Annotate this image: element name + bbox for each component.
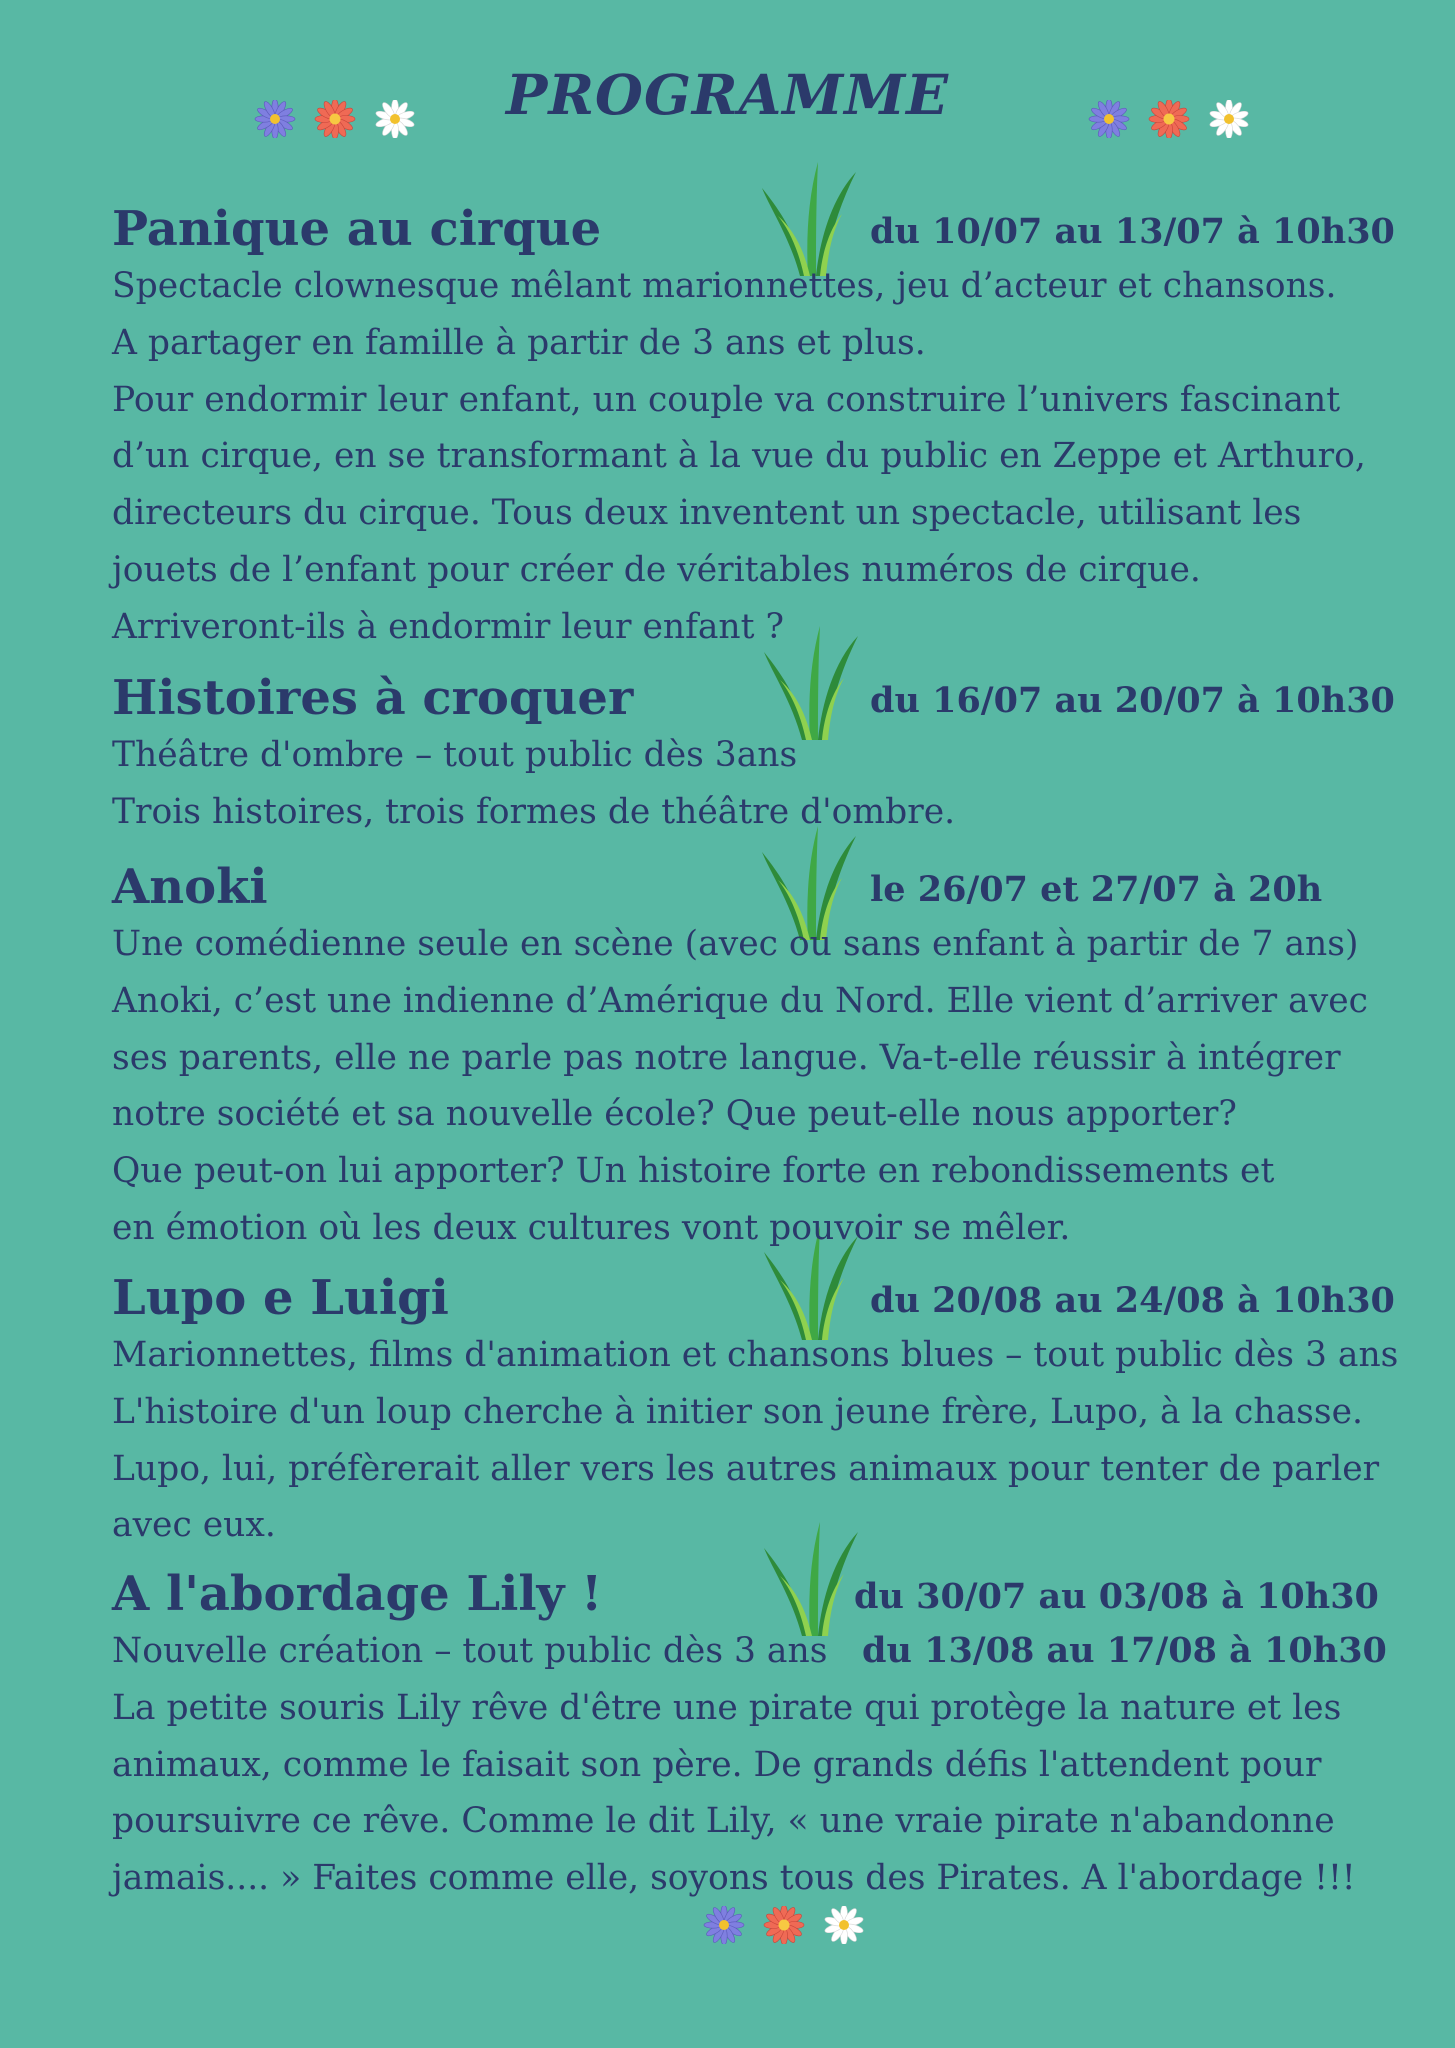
show-header — [112, 1565, 1412, 1623]
show-title: Histoires à croquer — [112, 670, 634, 726]
red-flower-icon — [1142, 100, 1196, 138]
flower-group-top-right — [1082, 100, 1256, 138]
blue-flower-icon — [697, 1906, 751, 1944]
show-header — [112, 200, 1412, 258]
show-date: du 16/07 au 20/07 à 10h30 — [870, 680, 1395, 721]
description-line: animaux, comme le faisait son père. De grands défis l'attendent pour — [112, 1744, 1322, 1785]
description-line: Lupo, lui, préfèrerait aller vers les autres animaux pour tenter de parler — [112, 1448, 1380, 1489]
description-line: Trois histoires, trois formes de théâtre d'ombre. — [112, 791, 956, 832]
white-flower-icon — [368, 100, 422, 138]
show-title: A l'abordage Lily ! — [112, 1566, 603, 1622]
description-line: Arriveront-ils à endormir leur enfant ? — [112, 606, 784, 647]
description-line: Marionnettes, films d'animation et chansons blues – tout public dès 3 ans — [112, 1335, 1399, 1375]
description-line: jamais.... » Faites comme elle, soyons tous des Pirates. A l'abordage !!! — [112, 1858, 1356, 1899]
description-line: Que peut-on lui apporter? Un histoire forte en rebondissements et — [112, 1151, 1275, 1192]
show-description — [112, 1327, 1412, 1554]
white-flower-icon — [1202, 100, 1256, 138]
description-line-with-date — [112, 1623, 1412, 1680]
red-flower-icon — [757, 1906, 811, 1944]
description-line: Anoki, c’est une indienne d’Amérique du Nord. Elle vient d’arriver avec — [112, 980, 1368, 1021]
page-title: PROGRAMME — [505, 62, 949, 127]
description-line: directeurs du cirque. Tous deux inventent un spectacle, utilisant les — [112, 493, 1302, 534]
show-lupo-e-luigi — [112, 1269, 1412, 1554]
show-date: du 30/07 au 03/08 à 10h30 — [854, 1576, 1379, 1617]
description-line: L'histoire d'un loup cherche à initier son jeune frère, Lupo, à la chasse. — [112, 1391, 1363, 1432]
description-line: avec eux. — [112, 1505, 276, 1546]
description-line: Nouvelle création – tout public dès 3 ans — [112, 1631, 828, 1671]
description-line: La petite souris Lily rêve d'être une pirate qui protège la nature et les — [112, 1687, 1342, 1728]
description-line: notre société et sa nouvelle école? Que peut-elle nous apporter? — [112, 1094, 1237, 1135]
description-line: Pour endormir leur enfant, un couple va construire l’univers fascinant — [112, 379, 1341, 420]
description-line: poursuivre ce rêve. Comme le dit Lily, « une vraie pirate n'abandonne — [112, 1801, 1335, 1842]
description-line: A partager en famille à partir de 3 ans et plus. — [112, 322, 926, 363]
description-line: jouets de l’enfant pour créer de véritables numéros de cirque. — [112, 549, 1201, 590]
description-line: ses parents, elle ne parle pas notre langue. Va-t-elle réussir à intégrer — [112, 1037, 1341, 1078]
show-panique-au-cirque — [112, 200, 1412, 656]
show-date: du 20/08 au 24/08 à 10h30 — [870, 1280, 1395, 1321]
show-header — [112, 669, 1412, 727]
flower-group-top-left — [248, 100, 422, 138]
show-a-l-abordage-lily — [112, 1565, 1412, 1907]
show-anoki — [112, 858, 1412, 1257]
show-header — [112, 858, 1412, 916]
show-title: Anoki — [112, 859, 268, 915]
blue-flower-icon — [1082, 100, 1136, 138]
show-date: le 26/07 et 27/07 à 20h — [870, 869, 1323, 910]
red-flower-icon — [308, 100, 362, 138]
show-description — [112, 1623, 1412, 1907]
description-line: Théâtre d'ombre – tout public dès 3ans — [112, 735, 798, 775]
description-line: en émotion où les deux cultures vont pouvoir se mêler. — [112, 1207, 1071, 1248]
show-date: du 10/07 au 13/07 à 10h30 — [870, 211, 1395, 252]
blue-flower-icon — [248, 100, 302, 138]
description-line: Une comédienne seule en scène (avec ou sans enfant à partir de 7 ans) — [112, 924, 1359, 964]
description-line: Spectacle clownesque mêlant marionnettes, jeu d’acteur et chansons. — [112, 266, 1337, 306]
show-description — [112, 727, 1412, 841]
show-description — [112, 916, 1412, 1257]
show-date-second: du 13/08 au 17/08 à 10h30 — [862, 1630, 1387, 1671]
show-title: Panique au cirque — [112, 201, 602, 257]
description-line: d’un cirque, en se transformant à la vue du public en Zeppe et Arthuro, — [112, 436, 1366, 477]
show-description — [112, 258, 1412, 656]
white-flower-icon — [817, 1906, 871, 1944]
show-histoires-a-croquer — [112, 669, 1412, 841]
flower-group-bottom — [697, 1906, 871, 1944]
show-title: Lupo e Luigi — [112, 1270, 449, 1326]
show-header — [112, 1269, 1412, 1327]
